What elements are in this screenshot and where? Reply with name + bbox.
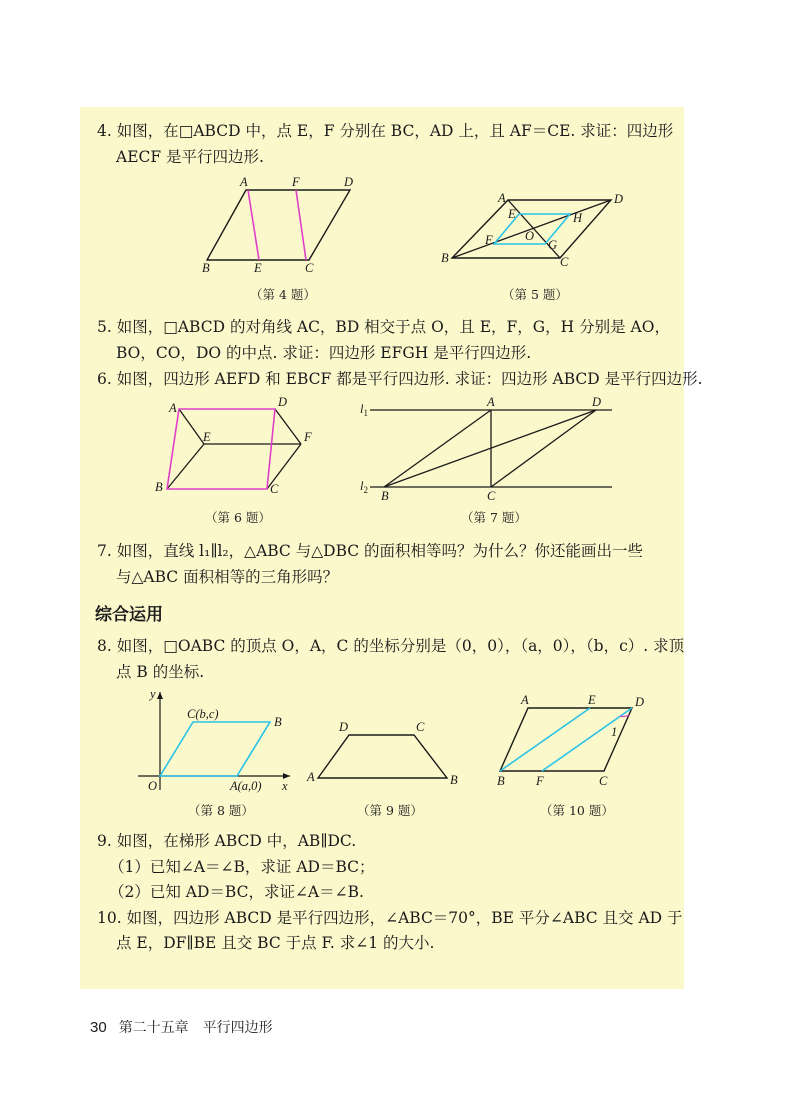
problem-10-line-1: 10. 如图，四边形 ABCD 是平行四边形，∠ABC＝70°，BE 平分∠ABC 且交 AD 于 xyxy=(97,909,683,927)
fig10-label-b: B xyxy=(497,774,505,788)
caption-fig-6: （第 6 题） xyxy=(205,510,271,525)
caption-fig-8: （第 8 题） xyxy=(188,803,254,818)
fig10-label-1: 1 xyxy=(611,725,618,739)
caption-fig-10: （第 10 题） xyxy=(540,803,614,818)
chapter-title: 第二十五章 平行四边形 xyxy=(118,1020,273,1036)
fig6-label-d: D xyxy=(278,395,288,409)
fig4-label-f: F xyxy=(292,175,300,189)
fig8-label-x: x xyxy=(282,779,288,793)
problem-5-line-1: 5. 如图，□ABCD 的对角线 AC，BD 相交于点 O，且 E，F，G，H 分别是 AO， xyxy=(97,318,670,336)
fig5-label-b: B xyxy=(441,251,449,265)
fig9-label-a: A xyxy=(307,770,315,784)
fig6-label-e: E xyxy=(203,430,211,444)
fig8-label-b: B xyxy=(274,715,282,729)
fig6-label-f: F xyxy=(304,430,312,444)
fig6-label-a: A xyxy=(169,401,177,415)
fig8-label-y: y xyxy=(150,687,156,701)
page-number: 30 xyxy=(90,1019,107,1036)
problem-8-line-1: 8. 如图，□OABC 的顶点 O，A，C 的坐标分别是（0，0），（a，0），（b，c）. 求顶 xyxy=(97,637,685,655)
fig5-label-d: D xyxy=(614,192,624,206)
fig5-label-c: C xyxy=(560,255,569,269)
fig10-label-d: D xyxy=(635,695,645,709)
problem-7-line-1: 7. 如图，直线 l₁∥l₂，△ABC 与△DBC 的面积相等吗？为什么？你还能画出一些 xyxy=(97,542,644,560)
fig8-label-o: O xyxy=(148,779,158,793)
fig7-label-c: C xyxy=(487,489,496,503)
fig5-label-g: G xyxy=(548,238,558,252)
caption-fig-4: （第 4 题） xyxy=(250,287,316,302)
fig4-label-e: E xyxy=(254,261,262,275)
fig10-label-f: F xyxy=(536,774,544,788)
fig4-label-c: C xyxy=(305,261,314,275)
fig4-label-d: D xyxy=(344,175,354,189)
fig9-label-d: D xyxy=(339,720,349,734)
fig5-label-h: H xyxy=(573,211,583,225)
caption-fig-9: （第 9 题） xyxy=(357,803,423,818)
section-heading: 综合运用 xyxy=(95,605,163,625)
problem-4-line-2: AECF 是平行四边形. xyxy=(116,148,264,166)
problem-7-line-2: 与△ABC 面积相等的三角形吗？ xyxy=(116,568,339,586)
fig7-label-d: D xyxy=(592,395,602,409)
problem-9-line-1: 9. 如图，在梯形 ABCD 中，AB∥DC. xyxy=(97,832,357,850)
fig5-label-f: F xyxy=(485,233,493,247)
fig4-label-a: A xyxy=(240,175,248,189)
fig6-label-b: B xyxy=(155,480,163,494)
fig5-label-a: A xyxy=(498,191,506,205)
fig8-label-a: A(a,0) xyxy=(230,779,262,793)
problem-4-line-1: 4. 如图，在□ABCD 中，点 E，F 分别在 BC，AD 上，且 AF＝CE. 求证：四边形 xyxy=(97,122,674,140)
fig9-label-b: B xyxy=(450,773,458,787)
fig9-label-c: C xyxy=(416,720,425,734)
caption-fig-7: （第 7 题） xyxy=(461,510,527,525)
fig10-label-e: E xyxy=(588,693,596,707)
fig7-label-l1: $l_1$ xyxy=(360,402,368,418)
page-footer xyxy=(90,1017,273,1037)
fig10-label-a: A xyxy=(521,693,529,707)
fig5-label-e: E xyxy=(508,207,516,221)
fig7-label-b: B xyxy=(381,489,389,503)
fig10-label-c: C xyxy=(599,774,608,788)
problem-5-line-2: BO，CO，DO 的中点. 求证：四边形 EFGH 是平行四边形. xyxy=(116,344,532,362)
problem-9-line-2: （1）已知∠A＝∠B，求证 AD＝BC； xyxy=(109,858,375,876)
fig7-label-a: A xyxy=(487,395,495,409)
fig8-label-c: C(b,c) xyxy=(187,707,219,721)
fig4-label-b: B xyxy=(202,261,210,275)
fig5-label-o: O xyxy=(525,229,535,243)
problem-10-line-2: 点 E，DF∥BE 且交 BC 于点 F. 求∠1 的大小. xyxy=(116,934,435,952)
fig6-label-c: C xyxy=(270,482,279,496)
caption-fig-5: （第 5 题） xyxy=(502,287,568,302)
problem-8-line-2: 点 B 的坐标. xyxy=(116,663,205,681)
fig7-label-l2: $l_2$ xyxy=(360,479,368,495)
problem-6-line-1: 6. 如图，四边形 AEFD 和 EBCF 都是平行四边形. 求证：四边形 ABCD 是平行四边形. xyxy=(97,370,703,388)
problem-9-line-3: （2）已知 AD＝BC，求证∠A＝∠B. xyxy=(109,883,364,901)
